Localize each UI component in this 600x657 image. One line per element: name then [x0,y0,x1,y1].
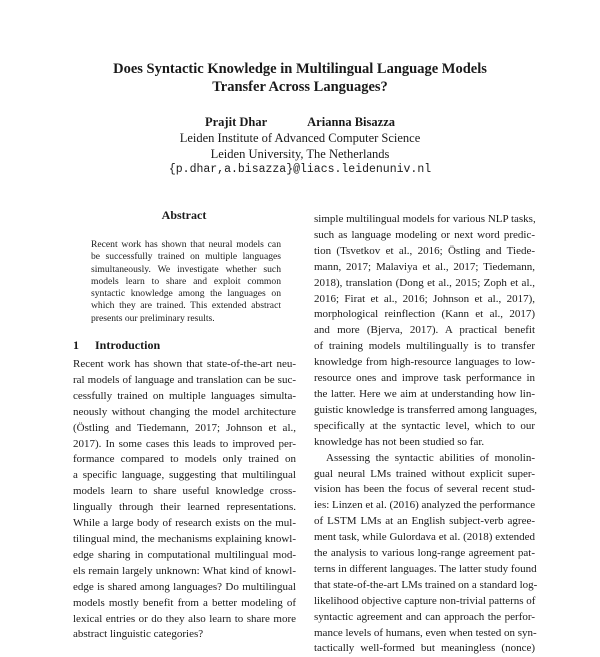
text-line: ral models of language and translation can be suc- [73,373,296,386]
text-line: a specific language, suggesting that multilingual [73,469,296,482]
text-line: lingually through their learned representations. [73,501,296,514]
text-line: resource ones and improve task performance in [314,372,535,385]
text-line: 2017). In some cases this leads to improved per- [73,437,296,450]
text-line: ies: Linzen et al. (2016) analyzed the performance [314,499,536,512]
text-line: terns in different languages. The latter study found [314,562,537,575]
author-email: {p.dhar,a.bisazza}@liacs.leidenuniv.nl [168,163,432,176]
text-line: mann, 2017; Malaviya et al., 2017; Tiedemann, [314,260,535,273]
text-line: (Östling and Tiedemann, 2017; Johnson et al., [73,421,296,434]
abstract-body [91,239,281,325]
text-line: tion (Tsvetkov et al., 2016; Östling and Tiede- [314,244,535,257]
text-line: such as language modeling or next word predic- [314,228,535,241]
text-line: likelihood objective capture non-trivial patterns of [314,594,536,607]
text-line: ment task, while Gulordava et al. (2018) extended [314,531,535,544]
text-line: 2018), translation (Dong et al., 2015; Zoph et al., [314,276,535,289]
text-line: syntactic knowledge among the languages on [91,288,281,300]
title-line: Transfer Across Languages? [212,79,388,95]
text-line: gual neural LMs trained without explicit super- [314,467,535,480]
section-number: 1 [73,338,79,352]
text-line: tilingual mind, the mechanisms explaining knowl- [73,532,296,545]
text-line: of training models multilingually is to transfer [314,340,535,353]
text-line: simultaneously. We investigate whether such [91,263,281,275]
text-line: formance compared to models only trained on [73,453,296,466]
intro-left-column [73,357,296,643]
text-line: syntactic agreement and can approach the perfor- [314,610,535,623]
text-line: Recent work has shown that state-of-the-art neu- [73,358,296,370]
text-line: While a large body of research exists on the mul- [73,517,296,530]
author-names [60,114,540,130]
text-line: models learn to share and exploit common [91,275,281,287]
text-line: cessfully trained on multiple languages simulta- [73,389,296,402]
paper-title [60,60,540,96]
text-line: knowledge from high-resource languages to low- [314,356,535,369]
text-line: specifically at the syntactic level, which to our [314,419,535,432]
text-line: morphological reinflection (Kann et al., 2017) [314,308,535,321]
section-heading [73,338,293,353]
author-block [60,114,540,178]
text-line: which they are trained. This extended abstract [91,300,281,312]
section-title: Introduction [95,338,161,352]
author-name: Prajit Dhar [205,115,268,129]
text-line: vision has been the focus of several recent stud- [314,483,535,496]
text-line: abstract linguistic categories? [73,628,204,641]
text-line: the analysis to various long-range agreement pat- [314,547,535,560]
text-line: knowledge has not been studied so far. [314,435,485,448]
text-line: neously without changing the model architecture [73,405,296,418]
author-name: Arianna Bisazza [307,115,395,129]
affiliation-line: Leiden University, The Netherlands [210,147,390,161]
text-line: of LSTM LMs at an English subject-verb agree- [314,515,535,528]
text-line: that state-of-the-art LMs trained on a standard log- [314,578,538,591]
text-line: simple multilingual models for various NLP tasks, [314,213,536,225]
title-line: Does Syntactic Knowledge in Multilingual Language Models [113,61,487,77]
text-line: presents our preliminary results. [91,312,215,324]
text-line: models learn to share useful knowledge cross- [73,485,296,498]
affiliation-line: Leiden Institute of Advanced Computer Science [179,131,421,145]
text-line: els remain largely unknown: What kind of knowl- [73,564,296,577]
text-line: edge sharing in computational multilingual mod- [73,548,296,561]
text-line: lexical entries or do they also learn to share more [73,612,296,625]
text-line: mance levels of humans, even when tested on syn- [314,626,537,639]
text-line: and more (Bjerva, 2017). A practical benefit [314,324,535,337]
text-line: the latter. Here we aim at understanding how lin- [314,387,535,400]
abstract-heading: Abstract [161,208,207,222]
text-line: 2016; Firat et al., 2016; Johnson et al., 2017), [314,292,535,305]
text-line: be successfully trained on multiple languages [91,251,281,263]
text-line: tactically well-formed but meaningless (nonce) [314,642,535,655]
text-line: Recent work has shown that neural models can [91,239,281,250]
text-line: guistic knowledge is transferred among languages, [314,403,537,416]
text-line: Assessing the syntactic abilities of monolin- [326,451,535,464]
text-line: edge is shared among languages? Do multilingual [73,580,296,593]
intro-right-column [314,212,538,657]
text-line: models mostly benefit from a better modeling of [73,596,296,609]
